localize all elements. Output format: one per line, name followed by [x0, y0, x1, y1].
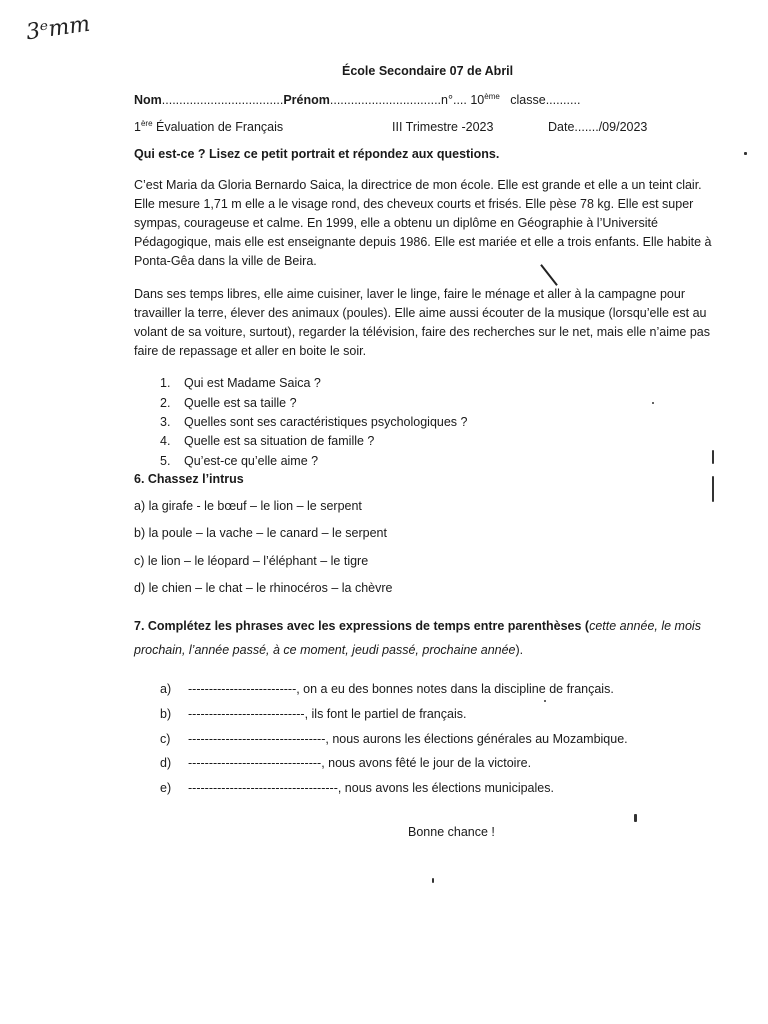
- name-label: Nom: [134, 93, 162, 108]
- first-name-dots: ................................: [329, 93, 442, 108]
- answer-blank[interactable]: ---------------------------------: [188, 732, 326, 746]
- scan-speck: [744, 152, 747, 155]
- name-dots: ...................................: [161, 93, 284, 108]
- number-label: n°....: [441, 93, 467, 108]
- fill-in-row: a) --------------------------, on a eu des bonnes notes dans la discipline de français.: [160, 682, 614, 696]
- scan-speck: [544, 700, 546, 702]
- class-dots: ..........: [545, 93, 581, 108]
- first-name-label: Prénom: [283, 93, 330, 108]
- section-6-title: 6. Chassez l’intrus: [134, 472, 244, 486]
- evaluation-line: 1ère Évaluation de Français: [134, 119, 284, 135]
- list-item: 3. Quelles sont ses caractéristiques psychologiques ?: [160, 415, 468, 429]
- list-item: c) le lion – le léopard – l’éléphant – le tigre: [134, 554, 369, 568]
- fill-in-row: e) ------------------------------------, nous avons les élections municipales.: [160, 781, 554, 795]
- answer-blank[interactable]: ----------------------------: [188, 707, 305, 721]
- list-item: 1. Qui est Madame Saica ?: [160, 376, 321, 390]
- answer-blank[interactable]: --------------------------: [188, 682, 297, 696]
- list-item: 2. Quelle est sa taille ?: [160, 396, 297, 410]
- trimester: III Trimestre -2023: [392, 120, 494, 134]
- class-label: classe: [510, 93, 546, 108]
- scan-speck: [712, 476, 714, 502]
- name-line: [134, 92, 580, 107]
- passage-paragraph-2: Dans ses temps libres, elle aime cuisiner, laver le linge, faire le ménage et aller à la campagne pour travailler la terre, élever des animaux (poules). Elle aime aussi écouter de la musique (lorsqu’elle est au volant de sa voiture, surtout), regarder la télévision, faire des recherches sur le net, mais elle n’aime pas faire de repassage et aller en boite le soir.: [134, 287, 710, 358]
- date-field: Date......./09/2023: [548, 120, 648, 134]
- list-item: 4. Quelle est sa situation de famille ?: [160, 434, 375, 448]
- passage-paragraph-1: C’est Maria da Gloria Bernardo Saica, la directrice de mon école. Elle est grande et elle a un teint clair. Elle mesure 1,71 m elle a le visage rond, des cheveux courts et frisés. Elle pèse 78 kg. Elle est super sympas, courageuse et calme. En 1999, elle a obtenu un diplôme en Géographie à l’Université Pédagogique, mais elle est enseignante depuis 1986. Elle est mariée et elle a trois enfants. Elle habite à Ponta-Gêa dans la ville de Beira.: [134, 178, 712, 268]
- fill-in-row: b) ----------------------------, ils font le partiel de français.: [160, 707, 467, 721]
- school-title: École Secondaire 07 de Abril: [342, 64, 514, 78]
- evaluation-text: Évaluation de Français: [156, 120, 284, 135]
- grade: 10ème: [470, 92, 500, 108]
- section-7-title: 7. Complétez les phrases avec les expressions de temps entre parenthèses (cette année, le mois prochain, l’année passé, à ce moment, jeudi passé, prochaine année).: [134, 619, 701, 657]
- answer-blank[interactable]: --------------------------------: [188, 756, 322, 770]
- scan-speck: [432, 878, 434, 883]
- closing-text: Bonne chance !: [408, 825, 495, 839]
- answer-blank[interactable]: ------------------------------------: [188, 781, 338, 795]
- list-item: d) le chien – le chat – le rhinocéros – la chèvre: [134, 581, 393, 595]
- scan-speck: [652, 402, 654, 404]
- fill-in-row: c) ---------------------------------, nous aurons les élections générales au Mozambique.: [160, 732, 628, 746]
- scan-speck: [634, 814, 637, 822]
- list-item: 5. Qu’est-ce qu’elle aime ?: [160, 454, 319, 468]
- handwritten-annotation: 3ᵉmm: [24, 11, 92, 46]
- instruction: Qui est-ce ? Lisez ce petit portrait et répondez aux questions.: [134, 147, 500, 161]
- list-item: b) la poule – la vache – le canard – le serpent: [134, 526, 387, 540]
- scan-speck: [712, 450, 714, 464]
- fill-in-row: d) --------------------------------, nous avons fêté le jour de la victoire.: [160, 756, 532, 770]
- list-item: a) la girafe - le bœuf – le lion – le serpent: [134, 499, 362, 513]
